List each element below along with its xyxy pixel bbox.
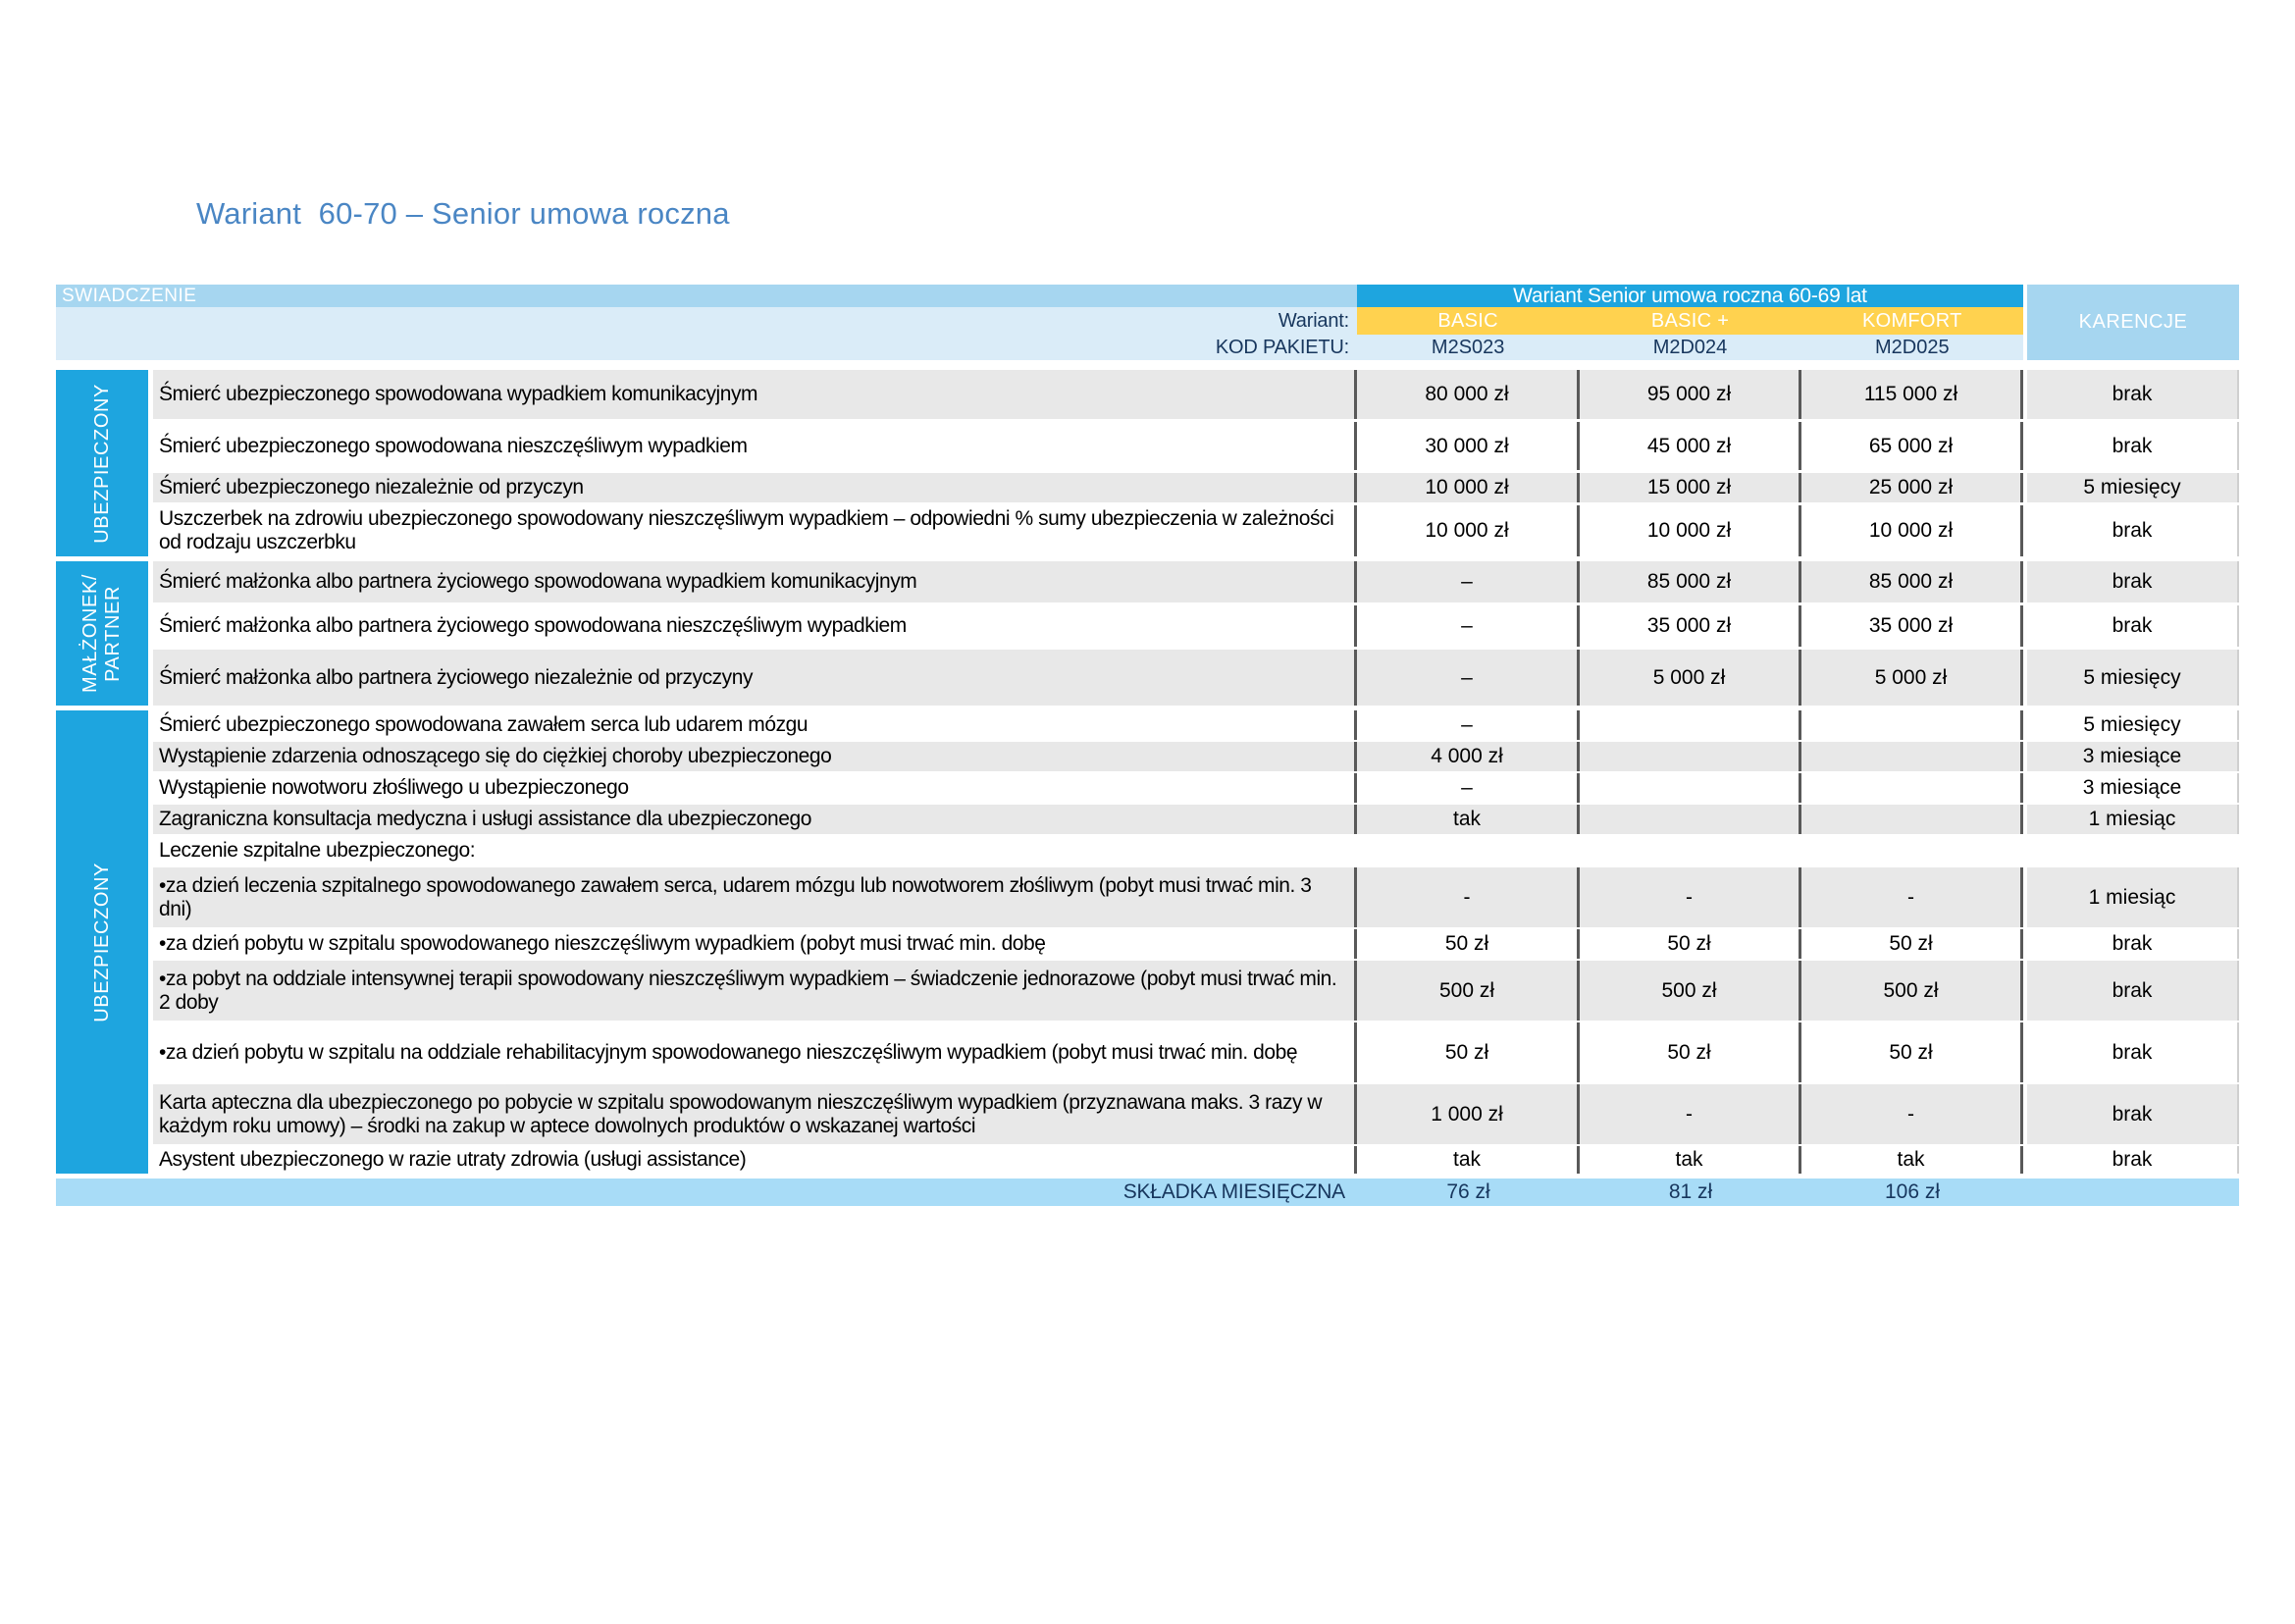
value-cell-komfort-text: 35 000 zł xyxy=(1868,614,1954,637)
karencje-cell xyxy=(2027,370,2239,419)
value-cell-komfort-text: 50 zł xyxy=(1889,932,1933,955)
benefit-cell xyxy=(153,650,1357,706)
table-row xyxy=(153,773,2239,803)
value-cell-basic xyxy=(1357,370,1580,419)
benefit-cell-text: Asystent ubezpieczonego w razie utraty zdrowia (usługi assistance) xyxy=(159,1148,747,1172)
table-row xyxy=(153,650,2239,706)
value-cell-basic xyxy=(1357,961,1580,1021)
benefit-cell-text: Śmierć ubezpieczonego niezależnie od przyczyn xyxy=(159,476,584,499)
table-row xyxy=(153,710,2239,740)
karencje-cell xyxy=(2027,742,2239,771)
value-cell-basic-text: 1 000 zł xyxy=(1431,1102,1503,1126)
value-cell-basic-plus-text: - xyxy=(1686,1102,1693,1126)
benefit-group xyxy=(56,370,2239,556)
value-cell-basic-plus xyxy=(1580,422,1801,470)
table-header-left xyxy=(56,285,2023,360)
value-cell-basic-plus-text: - xyxy=(1686,885,1693,909)
karencje-cell-text: brak xyxy=(2112,1040,2153,1064)
value-cell-basic xyxy=(1357,805,1580,834)
value-cell-basic xyxy=(1357,1146,1580,1174)
value-cell-komfort xyxy=(1801,650,2023,706)
value-cell-komfort xyxy=(1801,805,2023,834)
value-cell-basic-plus xyxy=(1580,805,1801,834)
value-cell-komfort xyxy=(1801,422,2023,470)
code-basic: M2S023 xyxy=(1431,336,1505,358)
karencje-cell-text: brak xyxy=(2112,383,2153,405)
wariant-label: Wariant: xyxy=(56,307,1357,335)
value-cell-basic xyxy=(1357,650,1580,706)
karencje-cell-text: 5 miesięcy xyxy=(2083,665,2181,689)
value-cell-komfort-text: 25 000 zł xyxy=(1868,476,1954,498)
benefit-cell xyxy=(153,1022,1357,1082)
value-cell-komfort-text: 65 000 zł xyxy=(1868,434,1954,457)
benefit-cell-text: •za pobyt na oddziale intensywnej terapii spowodowany nieszczęśliwym wypadkiem – świadczenie jednorazowe (pobyt musi trwać min. 2 doby xyxy=(159,967,1337,1014)
benefit-cell xyxy=(153,370,1357,419)
benefit-cell xyxy=(153,1084,1357,1144)
value-cell-basic xyxy=(1357,742,1580,771)
footer-spacer xyxy=(56,1179,153,1206)
value-cell-komfort xyxy=(1801,505,2023,556)
value-cell-basic-text: 10 000 zł xyxy=(1425,476,1509,498)
value-cell-basic-text: 30 000 zł xyxy=(1425,434,1509,457)
table-row xyxy=(153,929,2239,959)
table-row xyxy=(153,605,2239,647)
value-cell-basic xyxy=(1357,710,1580,740)
benefit-cell xyxy=(153,929,1357,959)
value-cell-basic xyxy=(1357,1084,1580,1144)
karencje-cell-text: brak xyxy=(2112,434,2153,457)
value-cell-basic-plus xyxy=(1580,1022,1801,1082)
value-cell-komfort-text: 5 000 zł xyxy=(1874,665,1948,689)
value-cell-basic-text: 80 000 zł xyxy=(1425,383,1509,405)
karencje-cell-text: 3 miesiące xyxy=(2082,776,2182,799)
value-cell-basic-text: – xyxy=(1461,614,1473,637)
value-cell-komfort xyxy=(1801,742,2023,771)
value-cell-basic-plus-text: 5 000 zł xyxy=(1652,665,1726,689)
premium-basic: 76 zł xyxy=(1446,1180,1490,1203)
benefit-column-header: SWIADCZENIE xyxy=(56,285,1357,307)
variant-komfort: KOMFORT xyxy=(1861,309,1962,332)
value-cell-basic-text: – xyxy=(1461,570,1473,593)
code-basic-plus: M2D024 xyxy=(1652,336,1728,358)
benefit-cell-text: Śmierć małżonka albo partnera życiowego spowodowana nieszczęśliwym wypadkiem xyxy=(159,614,907,638)
table-row xyxy=(153,370,2239,419)
value-cell-basic xyxy=(1357,1022,1580,1082)
variant-basic-plus: BASIC + xyxy=(1650,309,1730,332)
value-cell-komfort xyxy=(1801,370,2023,419)
value-cell-basic xyxy=(1357,929,1580,959)
benefit-cell-text: Śmierć małżonka albo partnera życiowego spowodowana wypadkiem komunikacyjnym xyxy=(159,570,917,594)
benefit-cell-text: Śmierć małżonka albo partnera życiowego niezależnie od przyczyny xyxy=(159,665,754,689)
value-cell-basic-plus xyxy=(1580,650,1801,706)
karencje-cell-text: 5 miesięcy xyxy=(2083,476,2181,498)
benefit-cell-text: Śmierć ubezpieczonego spowodowana nieszczęśliwym wypadkiem xyxy=(159,434,748,457)
kod-pakietu-label: KOD PAKIETU: xyxy=(56,335,1357,360)
benefit-cell-text: •za dzień pobytu w szpitalu spowodowanego nieszczęśliwym wypadkiem (pobyt musi trwać min. dobę xyxy=(159,932,1046,956)
value-cell-komfort-text: 50 zł xyxy=(1889,1040,1933,1064)
benefit-cell-text: Wystąpienie nowotworu złośliwego u ubezpieczonego xyxy=(159,776,629,800)
value-cell-komfort xyxy=(1801,710,2023,740)
table-row-fullwidth: Leczenie szpitalne ubezpieczonego: xyxy=(153,836,2239,865)
karencje-column-header: KARENCJE xyxy=(2027,285,2239,360)
value-cell-basic-plus xyxy=(1580,710,1801,740)
value-cell-komfort-text: 85 000 zł xyxy=(1868,570,1954,593)
value-cell-komfort xyxy=(1801,961,2023,1021)
value-cell-komfort-text: tak xyxy=(1897,1148,1925,1171)
benefit-cell-text: •za dzień leczenia szpitalnego spowodowanego zawałem serca, udarem mózgu lub nowotworem złośliwym (pobyt musi trwać min. 3 dni) xyxy=(159,873,1312,920)
table-row xyxy=(153,1022,2239,1082)
value-cell-basic xyxy=(1357,505,1580,556)
karencje-cell xyxy=(2027,1084,2239,1144)
value-cell-basic-plus xyxy=(1580,1146,1801,1174)
benefit-cell xyxy=(153,867,1357,927)
group-label-text: UBEZPIECZONY xyxy=(90,383,113,544)
karencje-cell xyxy=(2027,1146,2239,1174)
benefit-cell xyxy=(153,505,1357,556)
value-cell-basic-plus-text: 10 000 zł xyxy=(1646,519,1732,542)
benefit-cell xyxy=(153,473,1357,502)
karencje-cell xyxy=(2027,473,2239,502)
value-cell-basic xyxy=(1357,473,1580,502)
benefit-group xyxy=(56,710,2239,1174)
karencje-cell xyxy=(2027,867,2239,927)
karencje-cell-text: 1 miesiąc xyxy=(2088,885,2176,909)
value-cell-komfort xyxy=(1801,1146,2023,1174)
value-cell-basic-text: 50 zł xyxy=(1444,1040,1489,1064)
karencje-cell-text: 5 miesięcy xyxy=(2083,713,2181,736)
karencje-cell-text: brak xyxy=(2112,570,2153,593)
value-cell-komfort-text: 115 000 zł xyxy=(1863,383,1958,405)
value-cell-komfort-text: - xyxy=(1907,1102,1914,1126)
benefit-cell-text: Zagraniczna konsultacja medyczna i usługi assistance dla ubezpieczonego xyxy=(159,808,811,831)
value-cell-basic-plus-text: 85 000 zł xyxy=(1646,570,1732,593)
benefit-cell xyxy=(153,773,1357,803)
karencje-cell xyxy=(2027,605,2239,647)
value-cell-basic-plus xyxy=(1580,1084,1801,1144)
karencje-cell-text: brak xyxy=(2112,519,2153,542)
table-row xyxy=(153,742,2239,771)
value-cell-basic-plus xyxy=(1580,605,1801,647)
footer-premium-row xyxy=(56,1179,2239,1206)
group-side-label xyxy=(56,710,148,1174)
variant-basic: BASIC xyxy=(1437,309,1498,332)
karencje-cell xyxy=(2027,710,2239,740)
table-row xyxy=(153,867,2239,927)
table-row xyxy=(153,422,2239,470)
value-cell-basic-plus xyxy=(1580,742,1801,771)
karencje-cell xyxy=(2027,961,2239,1021)
value-cell-basic-text: 50 zł xyxy=(1444,932,1489,955)
benefit-cell xyxy=(153,710,1357,740)
karencje-cell-text: brak xyxy=(2112,1148,2153,1171)
benefit-cell-text: •za dzień pobytu w szpitalu na oddziale rehabilitacyjnym spowodowanego nieszczęśliwym wypadkiem (pobyt musi trwać min. dobę xyxy=(159,1040,1298,1064)
value-cell-komfort xyxy=(1801,867,2023,927)
group-label-text: PARTNER xyxy=(102,585,124,682)
benefit-cell xyxy=(153,742,1357,771)
benefit-cell-text: Uszczerbek na zdrowiu ubezpieczonego spowodowany nieszczęśliwym wypadkiem – odpowiedni % sumy ubezpieczenia w zależności od rodzaju uszczerbku xyxy=(159,507,1334,553)
value-cell-basic-text: - xyxy=(1463,885,1471,909)
benefit-cell-text: Śmierć ubezpieczonego spowodowana wypadkiem komunikacyjnym xyxy=(159,383,758,406)
variant-names-band xyxy=(1357,307,2023,335)
code-komfort: M2D025 xyxy=(1875,336,1950,358)
benefit-cell-text: Śmierć ubezpieczonego spowodowana zawałem serca lub udarem mózgu xyxy=(159,713,808,737)
value-cell-komfort xyxy=(1801,929,2023,959)
table-row xyxy=(153,1084,2239,1144)
value-cell-basic-plus-text: 15 000 zł xyxy=(1646,476,1732,498)
benefit-cell-text: Wystąpienie zdarzenia odnoszącego się do ciężkiej choroby ubezpieczonego xyxy=(159,745,832,768)
value-cell-basic xyxy=(1357,867,1580,927)
karencje-cell xyxy=(2027,1022,2239,1082)
value-cell-komfort xyxy=(1801,473,2023,502)
benefit-cell-text: Karta apteczna dla ubezpieczonego po pobycie w szpitalu spowodowanym nieszczęśliwym wypadkiem (przyznawana maks. 3 razy w każdym roku umowy) – środki na zakup w aptece dowolnych produktów o wskazanej wartości xyxy=(159,1090,1323,1137)
header-row-codes xyxy=(56,335,2023,360)
karencje-cell xyxy=(2027,505,2239,556)
karencje-cell-text: brak xyxy=(2112,932,2153,955)
table-body xyxy=(56,370,2239,1174)
table-row xyxy=(153,561,2239,602)
value-cell-basic-plus-text: 50 zł xyxy=(1667,1040,1711,1064)
group-side-label xyxy=(56,561,148,706)
karencje-cell-text: 1 miesiąc xyxy=(2088,808,2176,830)
value-cell-basic xyxy=(1357,605,1580,647)
benefit-cell xyxy=(153,605,1357,647)
value-cell-basic-plus xyxy=(1580,561,1801,602)
premium-komfort: 106 zł xyxy=(1884,1180,1941,1203)
value-cell-basic-text: – xyxy=(1461,665,1473,689)
benefit-group xyxy=(56,561,2239,706)
karencje-cell-text: 3 miesiące xyxy=(2082,745,2182,767)
value-cell-komfort xyxy=(1801,605,2023,647)
value-cell-komfort-text: 10 000 zł xyxy=(1868,519,1954,542)
value-cell-basic-plus xyxy=(1580,505,1801,556)
value-cell-basic xyxy=(1357,773,1580,803)
value-cell-basic-text: – xyxy=(1461,713,1473,736)
karencje-cell-text: brak xyxy=(2112,614,2153,637)
table-row xyxy=(153,961,2239,1021)
value-cell-basic-plus xyxy=(1580,929,1801,959)
table-row xyxy=(153,805,2239,834)
table-row xyxy=(153,473,2239,502)
value-cell-basic-text: – xyxy=(1461,776,1473,799)
group-side-label xyxy=(56,370,148,556)
value-cell-basic-plus-text: 500 zł xyxy=(1661,978,1717,1002)
value-cell-komfort xyxy=(1801,1022,2023,1082)
value-cell-basic xyxy=(1357,422,1580,470)
value-cell-basic-plus xyxy=(1580,961,1801,1021)
value-cell-basic-plus-text: 50 zł xyxy=(1667,932,1711,955)
page-title: Wariant 60-70 – Senior umowa roczna xyxy=(196,196,730,231)
value-cell-basic-plus xyxy=(1580,867,1801,927)
value-cell-komfort-text: - xyxy=(1907,885,1914,909)
value-cell-komfort xyxy=(1801,1084,2023,1144)
value-cell-basic-plus-text: 95 000 zł xyxy=(1646,383,1732,405)
karencje-cell xyxy=(2027,650,2239,706)
karencje-cell xyxy=(2027,805,2239,834)
value-cell-basic-plus-text: 35 000 zł xyxy=(1646,614,1732,637)
karencje-cell-text: brak xyxy=(2112,978,2153,1002)
premium-basic-plus: 81 zł xyxy=(1668,1180,1713,1203)
monthly-premium-label: SKŁADKA MIESIĘCZNA xyxy=(1122,1180,1345,1203)
variant-band-title: Wariant Senior umowa roczna 60-69 lat xyxy=(1357,285,2023,307)
benefit-cell xyxy=(153,961,1357,1021)
table-row xyxy=(153,505,2239,556)
table-row xyxy=(153,1146,2239,1174)
value-cell-komfort-text: 500 zł xyxy=(1883,978,1939,1002)
karencje-cell xyxy=(2027,561,2239,602)
karencje-cell xyxy=(2027,929,2239,959)
karencje-cell-text: brak xyxy=(2112,1102,2153,1126)
benefit-cell xyxy=(153,422,1357,470)
value-cell-basic xyxy=(1357,561,1580,602)
group-rows xyxy=(153,710,2239,1174)
value-cell-basic-plus xyxy=(1580,473,1801,502)
value-cell-komfort xyxy=(1801,561,2023,602)
table-header xyxy=(56,285,2239,360)
value-cell-basic-text: 10 000 zł xyxy=(1425,519,1509,542)
group-label-text: MAŁŻONEK/ xyxy=(79,574,101,693)
group-rows xyxy=(153,561,2239,706)
group-label-text: UBEZPIECZONY xyxy=(90,862,113,1022)
karencje-cell xyxy=(2027,422,2239,470)
value-cell-basic-text: 500 zł xyxy=(1438,978,1495,1002)
package-codes-band xyxy=(1357,335,2023,360)
benefit-cell xyxy=(153,561,1357,602)
header-row-variants xyxy=(56,307,2023,335)
benefit-cell xyxy=(153,1146,1357,1174)
header-row-band xyxy=(56,285,2023,307)
value-cell-basic-text: tak xyxy=(1452,1148,1481,1171)
group-rows xyxy=(153,370,2239,556)
value-cell-basic-text: 4 000 zł xyxy=(1431,745,1503,767)
benefit-cell xyxy=(153,805,1357,834)
value-cell-basic-plus-text: 45 000 zł xyxy=(1646,434,1732,457)
benefits-table xyxy=(56,285,2239,1206)
value-cell-komfort xyxy=(1801,773,2023,803)
karencje-cell xyxy=(2027,773,2239,803)
value-cell-basic-text: tak xyxy=(1452,808,1481,830)
value-cell-basic-plus-text: tak xyxy=(1675,1148,1703,1171)
value-cell-basic-plus xyxy=(1580,370,1801,419)
value-cell-basic-plus xyxy=(1580,773,1801,803)
